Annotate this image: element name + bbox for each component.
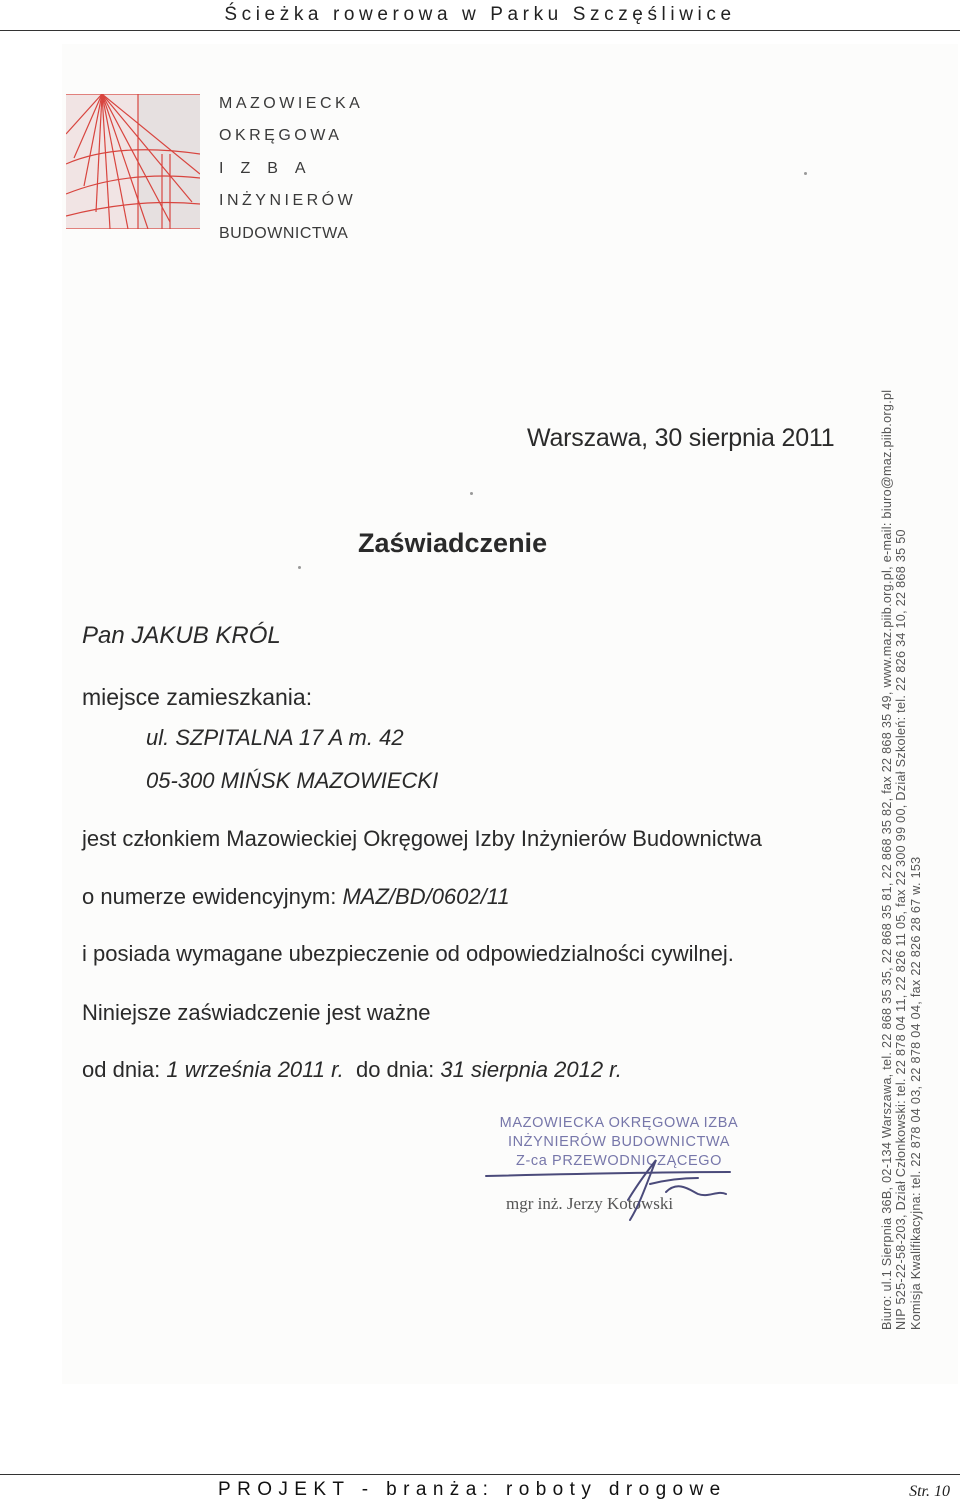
registry-number: MAZ/BD/0602/11 <box>342 884 510 909</box>
certificate-date: Warszawa, 30 sierpnia 2011 <box>527 424 835 452</box>
side-footer-line: Biuro: ul.1 Sierpnia 36B, 02-134 Warszawa, tel. 22 868 35 35, 22 868 35 81, 22 868 35 82, fax 22 868 35 49, www.maz.piib.org.pl, e-mail: biuro@maz.piib.org.pl <box>880 389 894 1330</box>
handwritten-signature-icon <box>480 1150 770 1230</box>
scan-speck <box>804 172 807 175</box>
chamber-logo-text <box>219 88 379 250</box>
scan-speck <box>298 566 301 569</box>
stamp-line: Z-ca PRZEWODNICZĄCEGO <box>516 1153 722 1169</box>
logo-line: MAZOWIECKA <box>219 95 364 112</box>
logo-line: IZBA <box>219 159 323 177</box>
residence-label: miejsce zamieszkania: <box>82 684 313 710</box>
from-label: od dnia: <box>82 1057 161 1082</box>
from-date: 1 września 2011 r. <box>166 1057 344 1082</box>
logo-line: INŻYNIERÓW <box>219 192 357 210</box>
page-header-title: Ścieżka rowerowa w Parku Szczęśliwice <box>224 4 736 25</box>
page-number: Str. 10 <box>909 1483 950 1500</box>
logo-line: BUDOWNICTWA <box>219 224 349 242</box>
chamber-logo <box>66 94 200 229</box>
page-header <box>0 0 960 31</box>
registry-line <box>82 884 510 910</box>
to-label: do dnia: <box>355 1057 435 1082</box>
address-city: 05-300 MIŃSK MAZOWIECKI <box>146 768 439 793</box>
certificate-title: Zaświadczenie <box>358 528 548 558</box>
validity-dates <box>82 1057 622 1083</box>
address-street: ul. SZPITALNA 17 A m. 42 <box>146 725 404 750</box>
to-date: 31 sierpnia 2012 r. <box>440 1057 622 1082</box>
logo-graphic-icon <box>66 94 200 229</box>
insurance-statement: i posiada wymagane ubezpieczenie od odpowiedzialności cywilnej. <box>82 941 734 966</box>
footer-project-text: PROJEKT - branża: roboty drogowe <box>218 1479 727 1500</box>
side-footer-line: NIP 525-22-58-203, Dział Członkowski: tel. 22 878 04 11, 22 826 11 05, fax 22 300 99 00, Dział Szkoleń: tel. 22 826 34 10, 22 868 35 50 <box>894 529 909 1330</box>
registry-label: o numerze ewidencyjnym: <box>82 884 337 909</box>
stamp-signer: mgr inż. Jerzy Kotowski <box>506 1194 674 1213</box>
validity-statement: Niniejsze zaświadczenie jest ważne <box>82 1000 431 1025</box>
logo-line: OKRĘGOWA <box>219 127 343 145</box>
stamp-line: MAZOWIECKA OKRĘGOWA IZBA <box>499 1115 739 1131</box>
side-footer-line: Komisja Kwalifikacyjna: tel. 22 878 04 03, 22 878 04 04, fax 22 826 28 67 w. 153 <box>908 856 923 1330</box>
side-contact-footer <box>880 90 940 1330</box>
membership-statement: jest członkiem Mazowieckiej Okręgowej Izby Inżynierów Budownictwa <box>82 826 762 851</box>
page-footer <box>0 1474 960 1504</box>
scan-speck <box>470 492 473 495</box>
stamp-line: INŻYNIERÓW BUDOWNICTWA <box>507 1134 731 1150</box>
member-name: Pan JAKUB KRÓL <box>82 622 281 649</box>
